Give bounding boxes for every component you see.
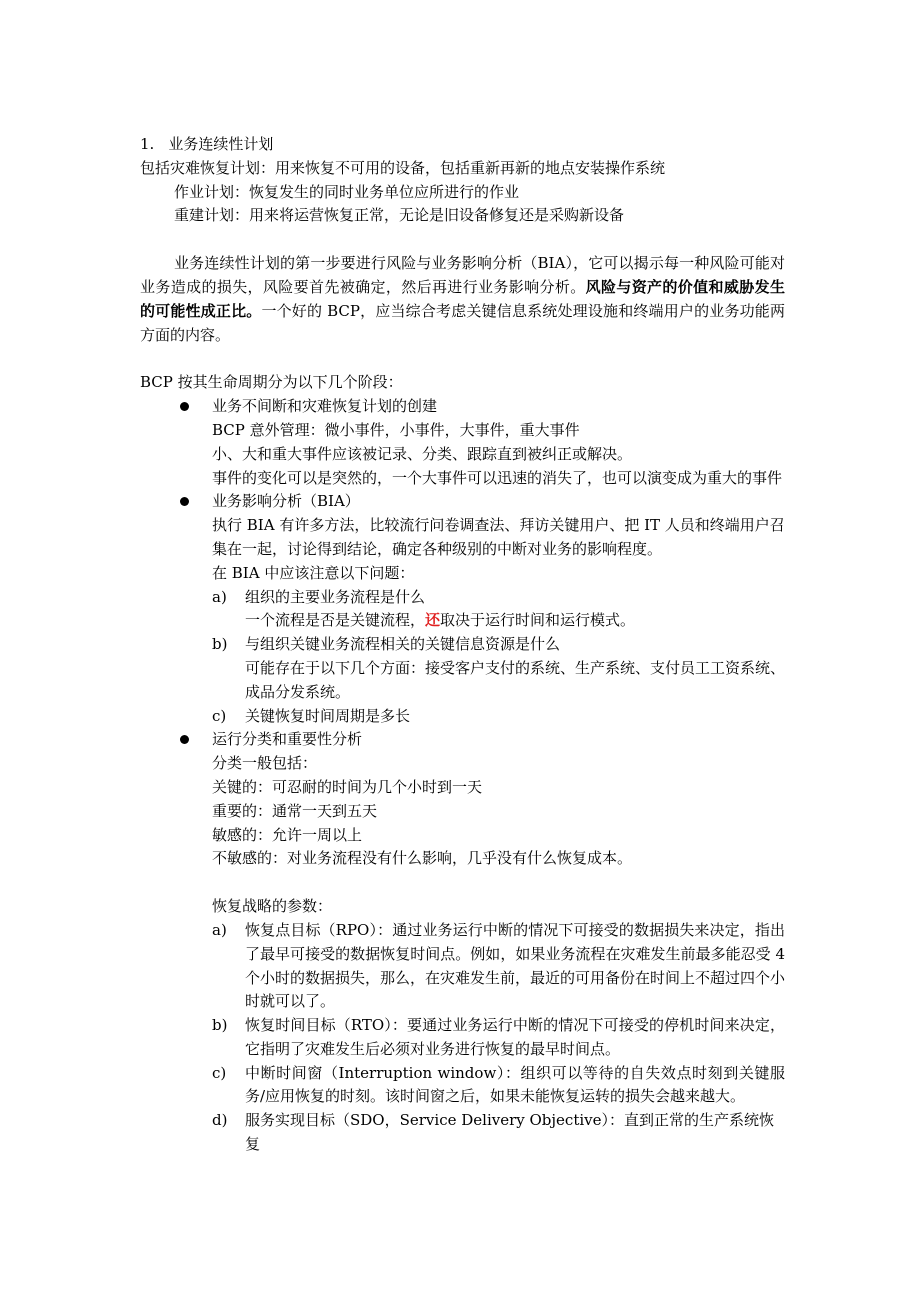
bullet-text: 事件的变化可以是突然的，一个大事件可以迅速的消失了，也可以演变成为重大的事件 <box>212 468 783 487</box>
list-item-continuation <box>140 609 785 633</box>
cont-text: 取决于运行时间和运行模式。 <box>440 611 636 630</box>
highlighted-char: 还 <box>425 611 441 630</box>
sub-list-item <box>140 1062 785 1110</box>
list-item-text: 关键恢复时间周期是多长 <box>245 706 411 725</box>
bullet-title: 业务不间断和灾难恢复计划的创建 <box>212 397 438 416</box>
lifecycle-intro: BCP 按其生命周期分为以下几个阶段： <box>140 373 403 392</box>
list-marker: a) <box>212 920 227 939</box>
bullet-text: 重要的：通常一天到五天 <box>212 801 378 820</box>
list-marker: c) <box>212 706 227 725</box>
list-marker: d) <box>212 1111 228 1130</box>
list-marker: a) <box>212 587 227 606</box>
heading-number: 1. <box>140 135 155 153</box>
para-text-1: 业务连续性计划的第一步要进行风险与业务影响分析（BIA），它可以揭示每一种风险可能对业务造成的损失，风险要首先被确定，然后再进行业务影响分析。 <box>140 254 785 296</box>
list-marker: c) <box>212 1063 227 1082</box>
bullet-icon <box>180 402 189 411</box>
bullet-text: BCP 意外管理：微小事件，小事件，大事件，重大事件 <box>212 420 580 439</box>
sub-list-item <box>140 586 785 610</box>
list-item-text: 恢复点目标（RPO）：通过业务运行中断的情况下可接受的数据损失来决定，指出了最早可接受的数据恢复时间点。例如，如果业务流程在灾难发生前最多能忍受 4 个小时的数据损失，那么，在灾难发生前，最近的可用备份在时间上不超过四个小时就可以了。 <box>245 920 786 1011</box>
bullet-text: 执行 BIA 有许多方法，比较流行问卷调查法、拜访关键用户、把 IT 人员和终端用户召集在一起，讨论得到结论，确定各种级别的中断对业务的影响程度。 <box>212 516 785 558</box>
list-item-text: 恢复时间目标（RTO）：要通过业务运行中断的情况下可接受的停机时间来决定，它指明了灾难发生后必须对业务进行恢复的最早时间点。 <box>245 1016 785 1058</box>
cont-text: 一个流程是否是关键流程， <box>245 611 426 630</box>
intro-line-3: 重建计划：用来将运营恢复正常，无论是旧设备修复还是采购新设备 <box>174 206 625 225</box>
intro-line-2: 作业计划：恢复发生的同时业务单位应所进行的作业 <box>174 182 520 201</box>
bullet-item <box>140 728 785 752</box>
intro-line-1: 包括灾难恢复计划：用来恢复不可用的设备，包括重新再新的地点安装操作系统 <box>140 158 666 177</box>
list-item-text: 服务实现目标（SDO，Service Delivery Objective）：直到正常的生产系统恢复 <box>245 1111 775 1154</box>
list-marker: b) <box>212 635 228 654</box>
section-heading <box>140 133 785 157</box>
list-item-text: 与组织关键业务流程相关的关键信息资源是什么 <box>245 635 561 654</box>
heading-text: 业务连续性计划 <box>168 135 274 153</box>
bullet-text: 分类一般包括： <box>212 754 318 773</box>
sub-list-item <box>140 633 785 657</box>
bullet-text: 关键的：可忍耐的时间为几个小时到一天 <box>212 777 483 796</box>
para-bold-text: 风险与资产的价值和威胁发生的可能性成正比。 <box>140 277 785 320</box>
para-text-2: 一个好的 BCP，应当综合考虑关键信息系统处理设施和终端用户的业务功能两方面的内容。 <box>140 301 785 344</box>
bullet-item <box>140 490 785 514</box>
bullet-text: 不敏感的：对业务流程没有什么影响，几乎没有什么恢复成本。 <box>212 849 633 868</box>
list-item-continuation: 可能存在于以下几个方面：接受客户支付的系统、生产系统、支付员工工资系统、成品分发系统。 <box>245 658 786 701</box>
list-marker: b) <box>212 1016 228 1035</box>
bullet-icon <box>180 497 189 506</box>
list-item-text: 中断时间窗（Interruption window）：组织可以等待的自失效点时刻到关键服务/应用恢复的时刻。该时间窗之后，如果未能恢复运转的损失会越来越大。 <box>245 1063 785 1106</box>
bullet-text: 敏感的：允许一周以上 <box>212 825 363 844</box>
params-heading: 恢复战略的参数： <box>212 897 333 916</box>
sub-list-item <box>140 1014 785 1062</box>
bullet-item <box>140 395 785 419</box>
sub-list-item <box>140 1109 785 1157</box>
bullet-title: 运行分类和重要性分析 <box>212 730 363 749</box>
bullet-text: 小、大和重大事件应该被记录、分类、跟踪直到被纠正或解决。 <box>212 444 633 463</box>
list-item-text: 组织的主要业务流程是什么 <box>245 587 426 606</box>
bullet-text: 在 BIA 中应该注意以下问题： <box>212 563 415 582</box>
sub-list-item <box>140 705 785 729</box>
bullet-icon <box>180 735 189 744</box>
document-body <box>140 133 785 1157</box>
sub-list-item <box>140 919 785 1014</box>
bia-paragraph <box>140 252 785 347</box>
bullet-title: 业务影响分析（BIA） <box>212 492 360 511</box>
